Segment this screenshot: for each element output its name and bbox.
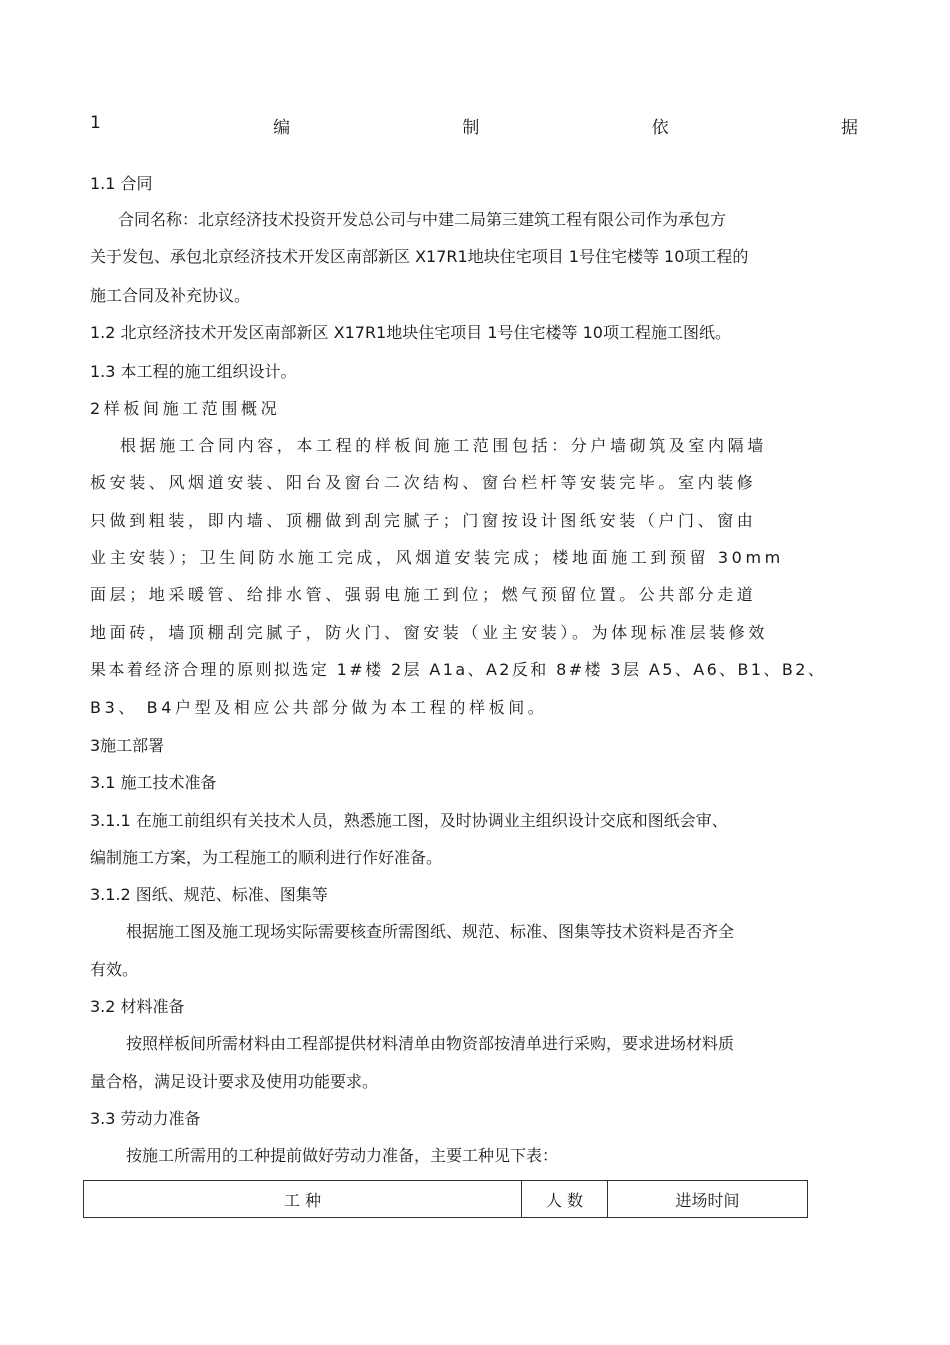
section-title (90, 113, 858, 138)
paragraph-line: 只做到粗装，即内墙、顶棚做到刮完腻子；门窗按设计图纸安装（户门、窗由 (90, 511, 757, 530)
title-char: 依 (651, 118, 669, 138)
paragraph-line: 面层；地采暖管、给排水管、强弱电施工到位；燃气预留位置。公共部分走道 (90, 585, 757, 604)
section-heading: 2样板间施工范围概况 (90, 399, 281, 418)
paragraph-line: 果本着经济合理的原则拟选定 1#楼 2层 A1a、A2反和 8#楼 3层 A5、A6、B1、B2、 (90, 660, 827, 679)
paragraph-line: 关于发包、承包北京经济技术开发区南部新区 X17R1地块住宅项目 1号住宅楼等 10项工程的 (90, 247, 749, 266)
section-heading: 3.2 材料准备 (90, 997, 185, 1016)
labor-table (83, 1180, 808, 1218)
title-char: 编 (273, 118, 291, 138)
section-heading: 1.2 北京经济技术开发区南部新区 X17R1地块住宅项目 1号住宅楼等 10项工程施工图纸。 (90, 323, 731, 342)
paragraph-line: 根据施工合同内容，本工程的样板间施工范围包括：分户墙砌筑及室内隔墙 (120, 436, 767, 455)
paragraph-line: B3、 B4户型及相应公共部分做为本工程的样板间。 (90, 698, 548, 717)
table-header-row (84, 1181, 808, 1218)
paragraph-line: 地面砖，墙顶棚刮完腻子，防火门、窗安装（业主安装）。为体现标准层装修效 (90, 623, 769, 642)
section-heading: 3.1.2 图纸、规范、标准、图集等 (90, 885, 328, 904)
paragraph-line: 业主安装）；卫生间防水施工完成，风烟道安装完成；楼地面施工到预留 30mm (90, 548, 784, 567)
section-heading: 3.3 劳动力准备 (90, 1109, 201, 1128)
paragraph-line: 合同名称：北京经济技术投资开发总公司与中建二局第三建筑工程有限公司作为承包方 (118, 210, 727, 229)
section-heading: 3施工部署 (90, 736, 165, 755)
paragraph-line: 施工合同及补充协议。 (90, 286, 251, 305)
section-heading: 1.1 合同 (90, 174, 153, 193)
section-heading: 1.3 本工程的施工组织设计。 (90, 362, 297, 381)
section-heading: 3.1 施工技术准备 (90, 773, 217, 792)
paragraph-line: 按施工所需用的工种提前做好劳动力准备，主要工种见下表： (126, 1146, 559, 1165)
title-char: 据 (840, 118, 858, 138)
paragraph-line: 根据施工图及施工现场实际需要核查所需图纸、规范、标准、图集等技术资料是否齐全 (126, 922, 735, 941)
header-cell-entry-time: 进场时间 (608, 1181, 808, 1218)
paragraph-line: 量合格，满足设计要求及使用功能要求。 (90, 1072, 379, 1091)
title-char: 制 (462, 118, 480, 138)
header-cell-trade: 工 种 (84, 1181, 522, 1218)
paragraph-line: 编制施工方案，为工程施工的顺利进行作好准备。 (90, 848, 443, 867)
header-cell-headcount: 人 数 (522, 1181, 608, 1218)
paragraph-line: 板安装、风烟道安装、阳台及窗台二次结构、窗台栏杆等安装完毕。室内装修 (90, 473, 757, 492)
paragraph-line: 按照样板间所需材料由工程部提供材料清单由物资部按清单进行采购，要求进场材料质 (126, 1034, 735, 1053)
title-char: 1 (90, 113, 101, 133)
paragraph-line: 有效。 (90, 960, 139, 979)
paragraph-line: 3.1.1 在施工前组织有关技术人员，熟悉施工图，及时协调业主组织设计交底和图纸会审、 (90, 811, 728, 830)
